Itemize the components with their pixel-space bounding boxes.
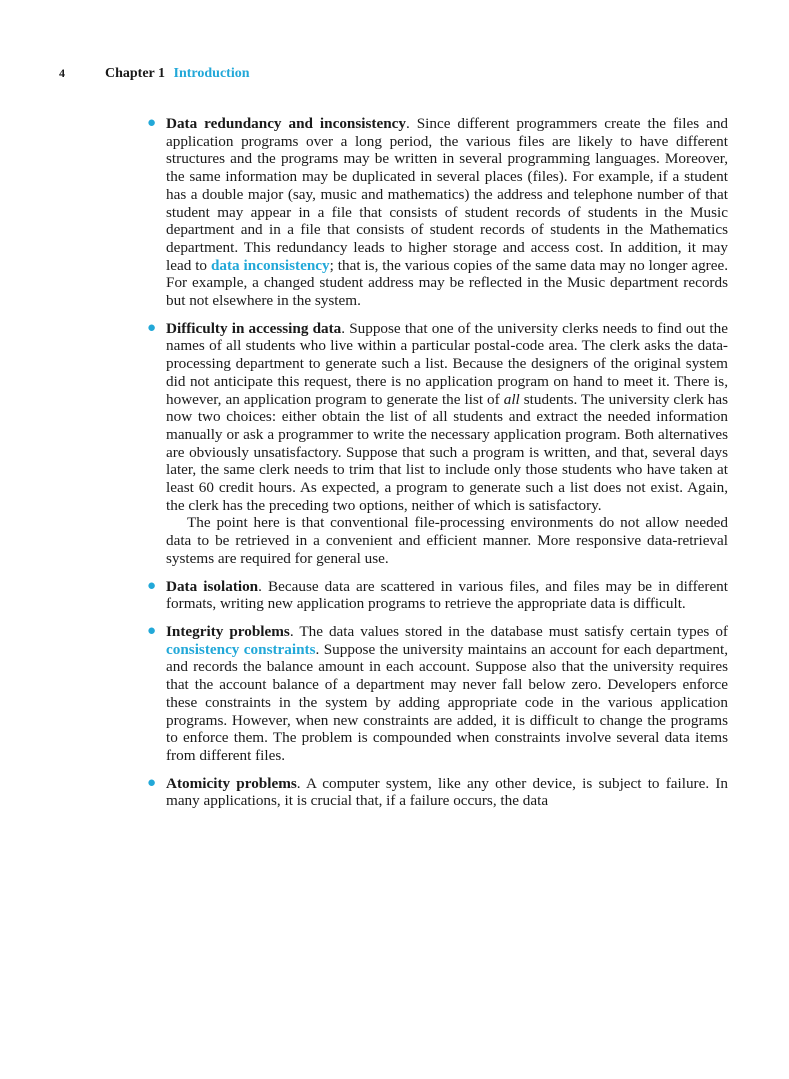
list-item-data-isolation (147, 577, 728, 613)
list-item-integrity (147, 622, 728, 765)
key-term: data inconsistency (210, 256, 330, 274)
chapter-label: Chapter 1 (105, 66, 166, 81)
bullet-icon: ● (147, 577, 157, 594)
item-heading: Integrity problems (166, 622, 290, 640)
bullet-icon: ● (147, 115, 157, 131)
page-header (59, 66, 250, 82)
list-item-data-redundancy (147, 115, 729, 310)
emphasis: all (503, 390, 520, 408)
item-text: . A computer system, like any other device, is subject to failure. In many applications, it is crucial that, if a failure occurs, the data (166, 774, 728, 810)
item-text: . Because data are scattered in various files, and files may be in different formats, writing new application programs to retrieve the appropriate data is difficult. (166, 577, 728, 613)
page-number: 4 (59, 66, 65, 80)
item-text: students. The university clerk has now two choices: either obtain the list of all students and extract the needed information manually or ask a programmer to write the necessary application program. Both alternatives are obviously unsatisfactory. Suppose that such a program is written, and that, several days later, the same clerk needs to trim that list to include only those students who have taken at least 60 credit hours. As expected, a program to generate such a list does not exist. Again, the clerk has the preceding two options, neither of which is satisfactory. (166, 390, 728, 514)
bullet-icon: ● (147, 319, 157, 336)
item-text: . Since different programmers create the files and application programs over a long period, the various files are likely to have different structures and the programs may be written in several programming languages. Moreover, the same information may be duplicated in several places (files). For example, if a student has a double major (say, music and mathematics) the address and telephone number of that student may appear in a file that consists of student records of students in the Music department and in a file that consists of student records of students in the Mathematics department. This redundancy leads to higher storage and access cost. In addition, it may lead to (166, 115, 729, 274)
page-body (147, 115, 729, 820)
item-heading: Data redundancy and inconsistency (166, 115, 406, 132)
list-item-atomicity (147, 774, 728, 810)
key-term: consistency constraints (166, 640, 316, 658)
item-paragraph (166, 623, 728, 765)
item-paragraph-2: The point here is that conventional file-processing environments do not allow needed data to be retrieved in a convenient and efficient manner. More responsive data-retrieval systems are required for general use. (166, 514, 728, 567)
item-heading: Difficulty in accessing data (166, 319, 342, 337)
item-paragraph (166, 775, 728, 810)
item-text: . The data values stored in the database must satisfy certain types of (289, 622, 728, 640)
item-text: . Suppose that one of the university clerks needs to find out the names of all students who live within a particular postal-code area. The clerk asks the data-processing department to generate such a list. Because the designers of the original system did not anticipate this request, there is no application program on hand to meet it. There is, however, an application program to generate the list of (166, 319, 728, 408)
item-paragraph (166, 578, 728, 613)
item-paragraph (166, 115, 728, 310)
item-heading: Data isolation (166, 577, 259, 595)
bullet-icon: ● (147, 774, 157, 791)
bullet-icon: ● (147, 622, 157, 639)
chapter-title: Introduction (173, 66, 250, 81)
item-heading: Atomicity problems (166, 774, 297, 792)
item-paragraph (166, 320, 728, 515)
item-text: . Suppose the university maintains an account for each department, and records the balance amount in each account. Suppose also that the university requires that the account balance of a department may never fall below zero. Developers enforce these constraints in the system by adding appropriate code in the various application programs. However, when new constraints are added, it is difficult to change the programs to enforce them. The problem is compounded when constraints involve several data items from different files. (166, 640, 728, 764)
item-text: ; that is, the various copies of the same data may no longer agree. For example, a changed student address may be reflected in the Music department records but not elsewhere in the system. (166, 256, 729, 310)
list-item-difficulty-accessing (147, 319, 728, 568)
